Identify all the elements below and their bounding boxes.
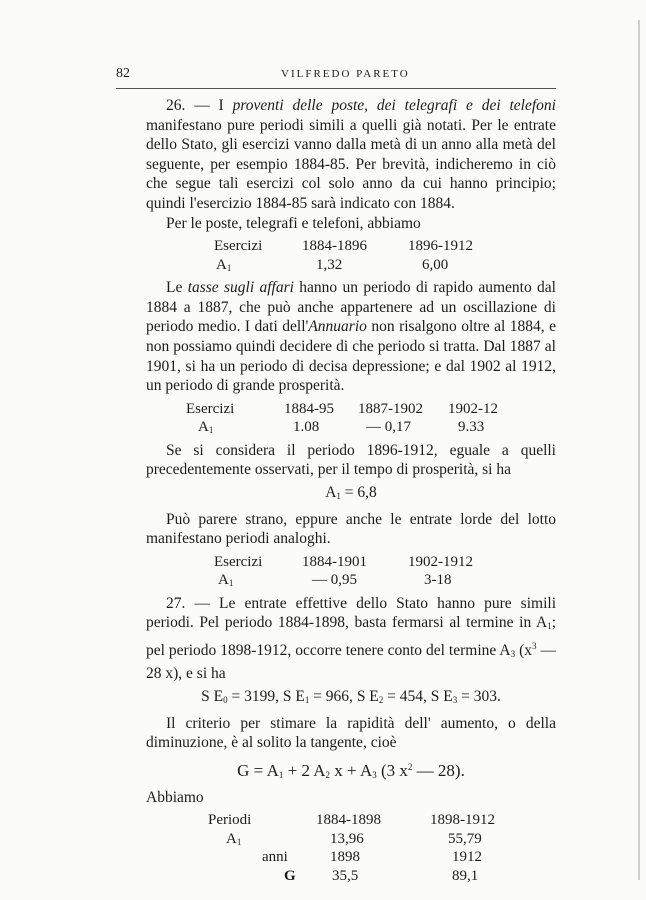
paragraph-criterio: Il criterio per stimare la rapidità dell' aumento, o della diminuzione, è al solito la tangente, cioè (146, 714, 556, 752)
table-label: Esercizi (214, 553, 263, 570)
table-cell: 1898 (330, 849, 360, 866)
table-cell: 13,96 (330, 830, 364, 847)
table-col-header: 1887-1902 (358, 400, 423, 417)
page-edge (638, 20, 640, 880)
page-number: 82 (116, 66, 130, 81)
table-entrate (146, 811, 556, 885)
italic-phrase: proventi delle poste, dei telegrafi e dei telefoni (232, 97, 556, 114)
table-col-header: 1884-1898 (316, 812, 381, 829)
table-row (146, 830, 556, 849)
paragraph-26: 26. — I proventi delle poste, dei telegrafi e dei telefoni manifestano pure periodi simili a quelli già notati. Per le entrate dello Stato, gli esercizi vanno dalla metà di un anno alla metà del seguente, per esempio 1884-85. Per brevità, indicheremo in ciò che segue tali esercizi col solo anno da cui hanno principio; quindi l'esercizio 1884-85 sarà indicato con 1884. (146, 97, 556, 212)
page-body (146, 96, 556, 885)
running-title: VILFREDO PARETO (281, 68, 410, 80)
table-label: Esercizi (186, 400, 235, 417)
table-cell: — 0,17 (366, 419, 411, 436)
table-tasse (146, 400, 556, 437)
table-cell: 6,00 (422, 256, 449, 273)
table-col-header: 1884-95 (284, 400, 334, 417)
table-cell: 9.33 (458, 419, 485, 436)
paragraph-abbiamo: Abbiamo (146, 788, 204, 806)
row-label: anni (262, 849, 288, 866)
table-col-header: 1902-12 (448, 400, 498, 417)
table-row (146, 553, 556, 572)
header-rule (116, 88, 556, 89)
paragraph-lotto: Può parere strano, eppure anche le entrate lorde del lotto manifestano periodi analoghi. (146, 510, 556, 548)
table-label: Periodi (208, 812, 252, 829)
table-row (146, 256, 556, 275)
paragraph-poste: Per le poste, telegrafi e telefoni, abbiamo (166, 214, 421, 232)
paragraph-considera: Se si considera il periodo 1896-1912, eguale a quelli precedentemente osservati, per il tempo di prosperità, si ha (146, 441, 556, 479)
table-label: Esercizi (214, 238, 263, 255)
table-row (146, 848, 556, 867)
page-header (116, 64, 556, 86)
row-label: $A_1$ (218, 572, 234, 589)
row-label: G (284, 867, 296, 884)
table-col-header: 1896-1912 (408, 238, 473, 255)
table-col-header: 1884-1901 (302, 553, 367, 570)
table-cell: — 0,95 (312, 572, 357, 589)
table-row (146, 237, 556, 256)
table-row (146, 418, 556, 437)
table-cell: 3-18 (424, 572, 452, 589)
equation-a1: $A_1 = 6,8$ (325, 483, 377, 501)
table-row (146, 867, 556, 886)
row-label: $A_1$ (226, 830, 242, 847)
equation-g: $G = A_1 + 2$ $A_2$ $x + A_3$ (3 $x^2$ — 28). (237, 760, 465, 780)
table-col-header: 1884-1896 (302, 238, 367, 255)
table-cell: 1912 (452, 849, 482, 866)
paragraph-tasse: Le tasse sugli affari hanno un periodo di rapido aumento dal 1884 a 1887, che può anche appartenere ad un oscillazione di periodo medio. I dati dell'Annuario non risalgono oltre al 1884, e non possiamo quindi decidere di che periodo si tratta. Dal 1887 al 1901, si ha un periodo di decisa depressione; e dal 1902 al 1912, un periodo di grande prosperità. (146, 279, 557, 395)
paragraph-27: 27. — Le entrate effettive dello Stato hanno pure simili periodi. Pel periodo 1884-1898, basta fermarsi al termine in $A_1$; pel periodo 1898-1912, occorre tenere conto del termine $A_3$ ($x^3$ — 28 x), e si ha (146, 594, 556, 683)
table-row (146, 400, 556, 419)
row-label: $A_1$ (216, 256, 232, 273)
table-cell: 55,79 (448, 830, 482, 847)
table-cell: 89,1 (452, 867, 479, 884)
table-row (146, 811, 556, 830)
table-row (146, 571, 556, 590)
table-lotto (146, 553, 556, 590)
table-cell: 1.08 (293, 419, 320, 436)
table-col-header: 1898-1912 (430, 812, 495, 829)
table-col-header: 1902-1912 (408, 553, 473, 570)
equation-se: S $E_0 = 3199$, S $E_1 = 966$, S $E_2 = 454$, S $E_3 = 303$. (201, 688, 501, 706)
row-label: $A_1$ (198, 419, 214, 436)
table-poste (146, 237, 556, 274)
table-cell: 1,32 (316, 256, 343, 273)
table-cell: 35,5 (332, 867, 359, 884)
